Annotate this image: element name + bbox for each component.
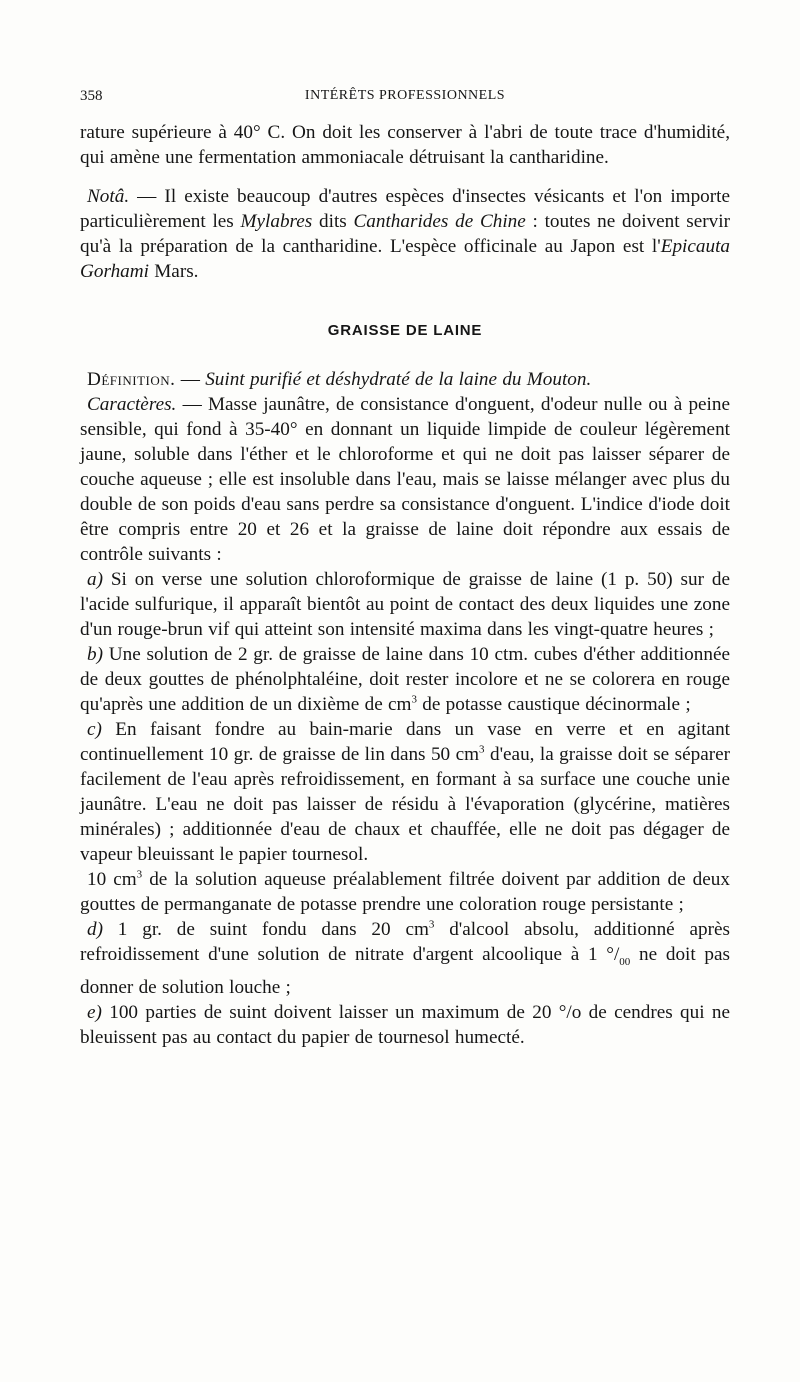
nota-paragraph (80, 184, 730, 284)
running-head (80, 88, 730, 108)
test-c2-paragraph (80, 867, 730, 917)
nota-epicauta: Epicauta Gorhami (80, 236, 730, 282)
test-a-label: a) (87, 569, 103, 590)
page-body (80, 120, 730, 1050)
nota-text-c: : toutes ne doivent servir qu'à la préparation de la cantharidine. L'espèce officinale au Japon est l' (80, 211, 730, 257)
test-e-text: 100 parties de suint doivent laisser un maximum de 20 °/o de cendres qui ne bleuissent pas au contact du papier de tournesol humecté. (80, 1001, 730, 1048)
test-b-label: b) (87, 644, 103, 665)
nota-text-b: dits (312, 211, 354, 232)
nota-mylabres: Mylabres (240, 211, 313, 232)
test-e-paragraph (80, 1000, 730, 1050)
continued-paragraph: rature supérieure à 40° C. On doit les conserver à l'abri de toute trace d'humidité, qui amène une fermentation ammoniacale détruisant la cantharidine. (80, 122, 730, 168)
test-c-label: c) (87, 719, 102, 740)
definition-dash: — (175, 369, 206, 390)
test-b-text-2: de potasse caustique décinormale ; (416, 694, 691, 715)
test-c2-text-1: 10 cm (87, 869, 137, 890)
test-a-text: Si on verse une solution chloroformique de graisse de laine (1 p. 50) sur de l'acide sulfurique, il apparaît bientôt au point de contact des deux liquides une zone d'un rouge-brun vif qui atteint son intensité maxima dans les vingt-quatre heures ; (80, 569, 730, 640)
caracteres-label: Caractères. (87, 394, 177, 415)
nota-label: Notâ. (87, 186, 130, 207)
test-d-superscript: 3 (428, 918, 435, 931)
test-e-label: e) (87, 1001, 102, 1023)
page-number: 358 (80, 88, 103, 104)
test-d-label: d) (87, 919, 103, 940)
nota-text-a: — Il existe beaucoup d'autres espèces d'insectes vésicants et l'on importe particulièrement les (80, 186, 730, 232)
definition-text: Suint purifié et déshydraté de la laine du Mouton. (205, 369, 592, 390)
test-c2-superscript: 3 (136, 868, 143, 881)
definition-paragraph (80, 367, 730, 392)
test-c-text-2: d'eau, la graisse doit se séparer facilement de l'eau après refroidissement, en formant à sa surface une couche unie jaunâtre. L'eau ne doit pas laisser de résidu à l'évaporation (glycérine, matières minérales) ; additionnée d'eau de chaux et chauffée, elle ne doit pas dégager de vapeur bleuissant le papier tournesol. (80, 744, 731, 865)
test-c2-text-2: de la solution aqueuse préalablement filtrée doivent par addition de deux gouttes de permanganate de potasse prendre une coloration rouge persistante ; (80, 869, 730, 915)
nota-cantharides: Cantharides de Chine (353, 211, 526, 232)
running-title: INTÉRÊTS PROFESSIONNELS (304, 88, 506, 103)
test-c-text-1: En faisant fondre au bain-marie dans un vase en verre et en agitant continuellement 10 gr. de graisse de lin dans 50 cm (80, 719, 730, 765)
test-d-text-3: ne doit pas donner de solution louche ; (80, 944, 730, 998)
test-b-paragraph (80, 642, 730, 717)
test-b-text-1: Une solution de 2 gr. de graisse de laine dans 10 ctm. cubes d'éther additionnée de deux gouttes de phénolphtaléine, doit rester incolore et ne se colorera en rouge qu'après une addition de un dixième de cm (80, 644, 730, 715)
test-d-text-1: 1 gr. de suint fondu dans 20 cm (102, 919, 429, 940)
definition-label: Définition. (87, 369, 176, 390)
nota-text-d: Mars. (148, 261, 199, 282)
test-d-subscript: 00 (619, 955, 631, 968)
test-d-paragraph (80, 917, 730, 1000)
test-c-paragraph (80, 717, 730, 867)
section-title: GRAISSE DE LAINE (327, 322, 483, 339)
caracteres-paragraph (80, 392, 730, 567)
test-b-superscript: 3 (411, 693, 417, 706)
test-a-paragraph (80, 567, 730, 642)
test-c-superscript: 3 (479, 743, 485, 756)
test-d-text-2: d'alcool absolu, additionné après refroidissement d'une solution de nitrate d'argent alcoolique à 1 °/ (80, 919, 730, 965)
caracteres-text: — Masse jaunâtre, de consistance d'onguent, d'odeur nulle ou à peine sensible, qui fond à 35-40° en donnant un liquide limpide de couleur légèrement jaune, soluble dans l'éther et le chloroforme et qui ne doit pas laisser séparer de couche aqueuse ; elle est insoluble dans l'eau, mais se laisse mélanger avec plus du double de son poids d'eau sans perdre sa consistance d'onguent. L'indice d'iode doit être compris entre 20 et 26 et la graisse de laine doit répondre aux essais de contrôle suivants : (80, 394, 730, 565)
